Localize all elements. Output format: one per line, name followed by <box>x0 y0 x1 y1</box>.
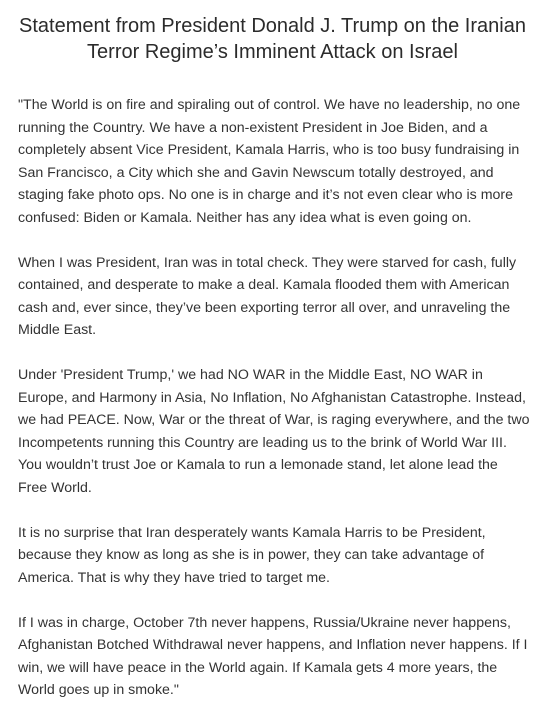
paragraph-3: Under 'President Trump,' we had NO WAR in the Middle East, NO WAR in Europe, and Harmony in Asia, No Inflation, No Afghanistan Catastrophe. Instead, we had PEACE. Now, War or the threat of War, is raging everywhere, and the two Incompetents running this Country are leading us to the brink of World War III. You wouldn’t trust Joe or Kamala to run a lemonade stand, let alone lead the Free World. <box>18 367 530 496</box>
paragraph-2: When I was President, Iran was in total check. They were starved for cash, fully contained, and desperate to make a deal. Kamala flooded them with American cash and, ever since, they’ve been exporting terror all over, and unraveling the Middle East. <box>18 254 517 338</box>
title-line-2: Terror Regime’s Imminent Attack on Israel <box>87 41 458 63</box>
statement-body <box>18 94 530 702</box>
paragraph-1: "The World is on fire and spiraling out of control. We have no leadership, no one running the Country. We have a non-existent President in Joe Biden, and a completely absent Vice President, Kamala Harris, who is too busy fundraising in San Francisco, a City which she and Gavin Newscum totally destroyed, and staging fake photo ops. No one is in charge and it’s not even clear who is more confused: Biden or Kamala. Neither has any idea what is even going on. <box>18 97 521 226</box>
statement-title <box>0 13 545 65</box>
paragraph-4: It is no surprise that Iran desperately wants Kamala Harris to be President, because they know as long as she is in power, they can take advantage of America. That is why they have tried to target me. <box>18 524 486 586</box>
paragraph-5: If I was in charge, October 7th never happens, Russia/Ukraine never happens, Afghanistan Botched Withdrawal never happens, and Inflation never happens. If I win, we will have peace in the World again. If Kamala gets 4 more years, the World goes up in smoke." <box>18 614 528 698</box>
title-line-1: Statement from President Donald J. Trump on the Iranian <box>19 15 526 37</box>
